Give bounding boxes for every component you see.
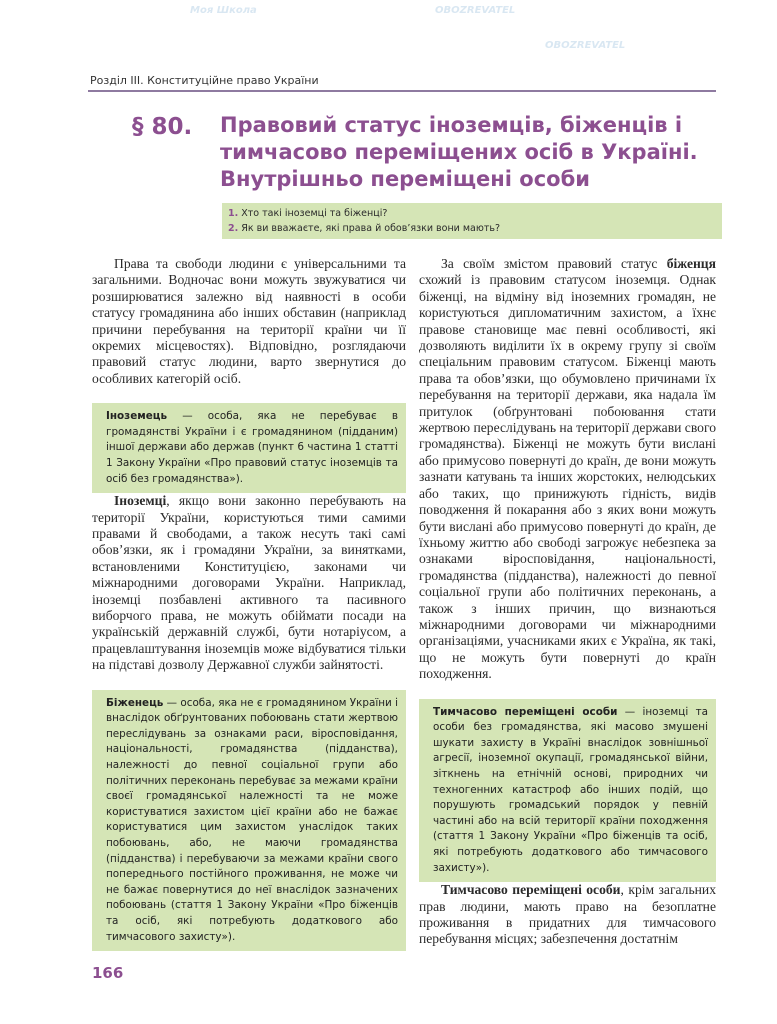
right-column [419, 256, 716, 948]
left-column [92, 256, 406, 982]
questions-box [222, 203, 722, 239]
question-number: 1. [228, 208, 239, 219]
paragraph-number: § 80. [132, 114, 193, 140]
displaced-paragraph [419, 882, 716, 948]
definition-text: — особа, яка не перебуває в громадянстві України і є громадянином (підданим) іншої держави або держав (пункт 6 частина 1 статті 1 Закону України «Про правовий статус іноземців та осіб без громадянства»). [106, 410, 398, 485]
body-text: За своїм змістом правовий статус [441, 256, 667, 271]
question-text: Як ви вважаєте, які права й обов’язки вони мають? [241, 223, 501, 234]
definition-text: — особа, яка не є громадянином України і внаслідок обґрунтованих побоювань стати жертвою переслідувань за ознаками раси, віросповідання, національності, громадянства (підданства), належності до певної соціальної групи або політичних переконань перебуває за межами країни своєї громадянської належності та не може користуватися захистом цієї країни або не бажає користуватися цим захистом унаслідок таких побоювань, або, не маючи громадянства (підданства) і перебуваючи за межами країни свого попереднього постійного проживання, не може чи не бажає повернутися до неї внаслідок зазначених побоювань (стаття 1 Закону України «Про біженців та осіб, які потребують додаткового або тимчасового захисту»). [106, 696, 398, 943]
body-text: , якщо вони законно перебувають на території України, користуються тими самими правами й свободами, а також несуть такі самі обов’язки, як і громадяни України, за винятками, встановленими Конституцією, законами чи міжнародними договорами України. Наприклад, іноземці позбавлені активного та пасивного виборчого права, не можуть обіймати посади на українській державній службі, бути нотаріусом, а працевлаштування іноземців може відбуватися тільки на підставі дозволу Державної служби зайнятості. [92, 493, 406, 673]
term: біженця [666, 256, 716, 271]
foreigners-paragraph [92, 493, 406, 673]
definition-text: — іноземці та особи без громадянства, які масово змушені шукати захисту в Україні внаслідок зовнішньої агресії, іноземної окупації, громадянської війни, зіткнень на етнічній основі, природних чи техногенних катастроф або інших подій, що порушують громадський порядок у певній частині або на всій території країни походження (стаття 1 Закону України «Про біженців та осіб, які потребують додаткового або тимчасового захисту»). [433, 705, 708, 874]
body-text: , крім загальних прав людини, мають право на безоплатне проживання в придатних для тимчасового перебування місцях; забезпечення достатнім [419, 882, 716, 947]
paragraph-heading [132, 112, 722, 239]
page-title: Правовий статус іноземців, біженців і тимчасово переміщених осіб в Україні. Внутрішньо переміщені особи [220, 113, 698, 191]
heading-row [132, 112, 722, 193]
term: Іноземці [114, 493, 167, 509]
definition-term: Тимчасово переміщені особи [433, 705, 618, 718]
question-text: Хто такі іноземці та біженці? [241, 208, 388, 219]
body-text: схожий із правовим статусом іноземця. Однак біженці, на відміну від іноземних громадян, не користуються дипломатичним захистом, а їхнє правове становище має певні особливості, які дозволяють виділити їх в окрему групу зі своїм спеціальним правовим статусом. Біженці мають права та обов’язки, що обумовлено причинами їх перебування на території держави, яка надала їм притулок (обґрунтовані побоювання стати жертвою переслідувань на території держави свого громадянства). Біженці не можуть бути вислані або примусово повернуті до країн, де вони можуть зазнати катувань та інших жорстоких, нелюдських або таких, що принижують гідність, видів поводження й покарання або з яких вони можуть бути вислані або примусово повернуті до країн, де їхньому життю або свободі загрожує небезпека за ознаками віросповідання, національності, громадянства (підданства), належності до певної соціальної групи або політичних переконань, а також з інших причин, що визнаються міжнародними договорами чи міжнародними організаціями, учасниками яких є Україна, як такі, що не можуть бути повернуті до країн походження. [419, 272, 716, 682]
question-item [228, 206, 722, 221]
definition-foreigner [92, 403, 406, 493]
definition-term: Іноземець [106, 410, 168, 423]
section-header: Розділ ІІІ. Конституційне право України [90, 74, 319, 87]
definition-refugee [92, 690, 406, 952]
definition-term: Біженець [106, 696, 164, 709]
refugee-paragraph [419, 256, 716, 683]
question-number: 2. [228, 223, 239, 234]
watermark: OBOZREVATEL [545, 40, 626, 51]
term: Тимчасово переміщені особи [441, 882, 621, 898]
header-divider [88, 90, 716, 92]
intro-paragraph: Права та свободи людини є універсальними та загальними. Водночас вони можуть звужуватися чи розширюватися залежно від наявності в особи статусу громадянина або інших обставин (наприклад причини перебування на території країни чи її окремих місцевостях). Відповідно, розглядаючи правовий статус людини, варто звернутися до особливих категорій осіб. [92, 256, 406, 386]
page-number: 166 [92, 964, 124, 983]
watermark: Моя Школа [190, 5, 257, 16]
definition-temporarily-displaced [419, 699, 716, 883]
watermark: OBOZREVATEL [435, 5, 516, 16]
question-item [228, 221, 722, 236]
